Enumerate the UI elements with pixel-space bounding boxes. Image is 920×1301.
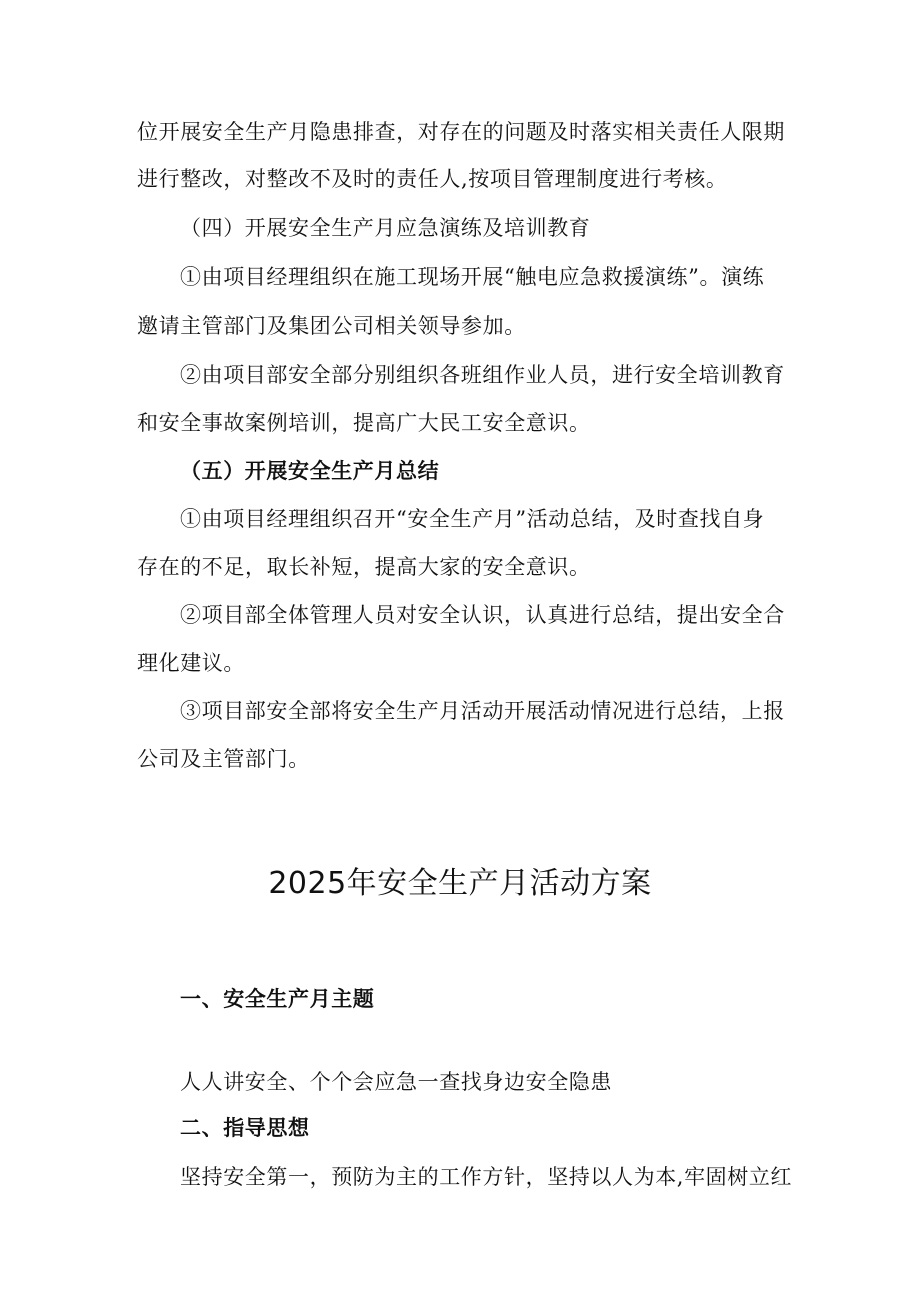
- subheading-four: （四）开展安全生产月应急演练及培训教育: [180, 216, 591, 240]
- list-item-line: 和安全事故案例培训，提高广大民工安全意识。: [137, 411, 591, 435]
- paragraph-line: 进行整改，对整改不及时的责任人,按项目管理制度进行考核。: [137, 167, 728, 191]
- section-heading-guiding-ideology: 二、指导思想: [180, 1115, 310, 1140]
- theme-text: 人人讲安全、个个会应急一查找身边安全隐患: [180, 1070, 612, 1094]
- list-item-line: ①由项目经理组织召开“安全生产月”活动总结，及时查找自身: [180, 507, 765, 531]
- paragraph-line: 位开展安全生产月隐患排查，对存在的问题及时落实相关责任人限期: [137, 120, 785, 144]
- paragraph-line: 坚持安全第一，预防为主的工作方针，坚持以人为本,牢固树立红: [180, 1165, 793, 1189]
- list-item-line: ③项目部安全部将安全生产月活动开展活动情况进行总结，上报: [180, 699, 785, 723]
- list-item-line: 公司及主管部门。: [137, 747, 310, 771]
- list-item-line: ②项目部全体管理人员对安全认识，认真进行总结，提出安全合: [180, 603, 785, 627]
- list-item-line: 存在的不足，取长补短，提高大家的安全意识。: [137, 555, 591, 579]
- document-title: 2025年安全生产月活动方案: [268, 866, 652, 901]
- list-item-line: 理化建议。: [137, 651, 245, 675]
- section-heading-theme: 一、安全生产月主题: [180, 986, 375, 1011]
- list-item-line: ②由项目部安全部分别组织各班组作业人员，进行安全培训教育: [180, 363, 785, 387]
- list-item-line: ①由项目经理组织在施工现场开展“触电应急救援演练”。演练: [180, 265, 765, 289]
- list-item-line: 邀请主管部门及集团公司相关领导参加。: [137, 314, 526, 338]
- subheading-five: （五）开展安全生产月总结: [180, 458, 440, 483]
